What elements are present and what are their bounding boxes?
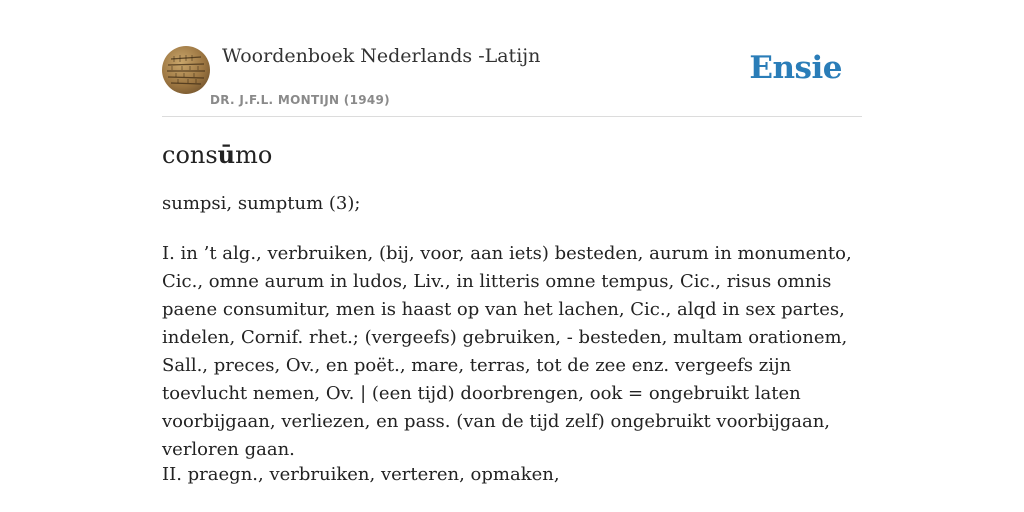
headword-accent: ū	[217, 140, 236, 169]
headword-part-2: mo	[235, 141, 273, 169]
dictionary-author: DR. J.F.L. MONTIJN (1949)	[210, 93, 390, 107]
entry-sense-2: II. praegn., verbruiken, verteren, opmaken,	[162, 464, 560, 485]
entry-grammar: sumpsi, sumptum (3);	[162, 193, 361, 214]
dictionary-header	[162, 0, 862, 117]
entry-headword	[162, 140, 272, 169]
entry-sense-1: I. in ’t alg., verbruiken, (bij, voor, aan iets) besteden, aurum in monumento, Cic., omne aurum in ludos, Liv., in litteris omne tempus, Cic., risus omnis paene consumitur, men is haast op van het lachen, Cic., alqd in sex partes, indelen, Cornif. rhet.; (vergeefs) gebruiken, - besteden, multam orationem, Sall., preces, Ov., en poët., mare, terras, tot de zee enz. vergeefs zijn toevlucht nemen, Ov. | (een tijd) doorbrengen, ook = ongebruikt laten voorbijgaan, verliezen, en pass. (van de tijd zelf) ongebruikt voorbijgaan, verloren gaan.	[162, 243, 852, 460]
coin-inscription-icon[interactable]	[162, 46, 210, 94]
brand-logo[interactable]: Ensie	[749, 50, 842, 86]
dictionary-page	[162, 0, 862, 485]
dictionary-title[interactable]: Woordenboek Nederlands -Latijn	[222, 45, 541, 67]
headword-part-1: cons	[162, 141, 218, 169]
